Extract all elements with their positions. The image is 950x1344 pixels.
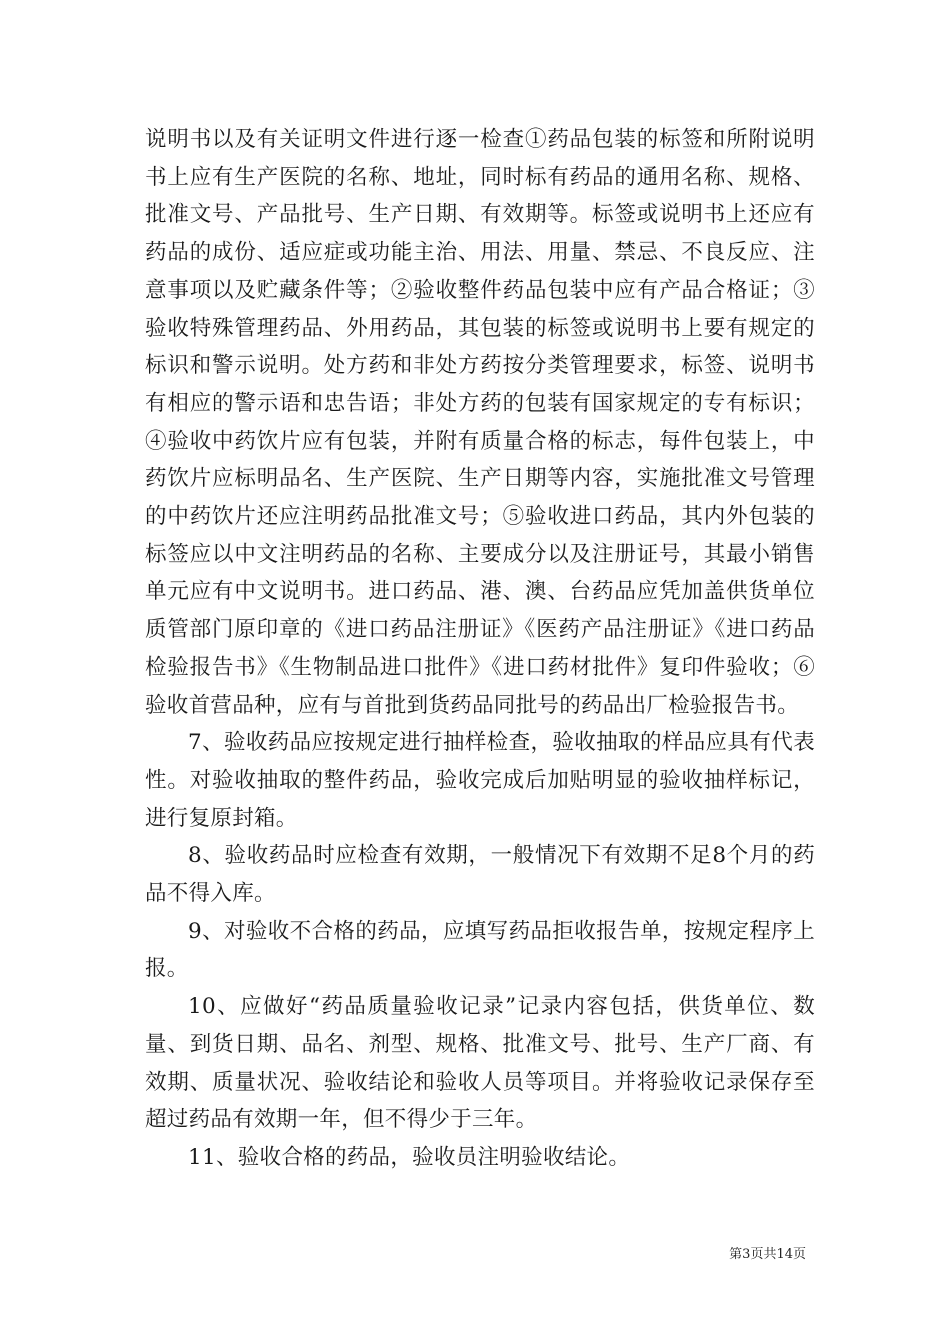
paragraph-item-7: 7、验收药品应按规定进行抽样检查，验收抽取的样品应具有代表性。对验收抽取的整件药品，验收完成后加贴明显的验收抽样标记，进行复原封箱。 — [145, 730, 815, 831]
paragraph-item-9: 9、对验收不合格的药品，应填写药品拒收报告单，按规定程序上报。 — [145, 918, 815, 982]
document-body — [145, 121, 815, 1177]
paragraph-item-11: 11、验收合格的药品，验收员注明验收结论。 — [188, 1144, 631, 1170]
paragraph-item-10: 10、应做好“药品质量验收记录”记录内容包括，供货单位、数量、到货日期、品名、剂型、规格、批准文号、批号、生产厂商、有效期、质量状况、验收结论和验收人员等项目。并将验收记录保存至超过药品有效期一年，但不得少于三年。 — [145, 994, 815, 1133]
paragraph-inspection-continuation: 说明书以及有关证明文件进行逐一检查①药品包装的标签和所附说明书上应有生产医院的名称、地址，同时标有药品的通用名称、规格、批准文号、产品批号、生产日期、有效期等。标签或说明书上还应有药品的成份、适应症或功能主治、用法、用量、禁忌、不良反应、注意事项以及贮藏条件等；②验收整件药品包装中应有产品合格证；③验收特殊管理药品、外用药品，其包装的标签或说明书上要有规定的标识和警示说明。处方药和非处方药按分类管理要求，标签、说明书有相应的警示语和忠告语；非处方药的包装有国家规定的专有标识；④验收中药饮片应有包装，并附有质量合格的标志，每件包装上，中药饮片应标明品名、生产医院、生产日期等内容，实施批准文号管理的中药饮片还应注明药品批准文号；⑤验收进口药品，其内外包装的标签应以中文注明药品的名称、主要成分以及注册证号，其最小销售单元应有中文说明书。进口药品、港、澳、台药品应凭加盖供货单位质管部门原印章的《进口药品注册证》《医药产品注册证》《进口药品检验报告书》《生物制品进口批件》《进口药材批件》复印件验收；⑥验收首营品种，应有与首批到货药品同批号的药品出厂检验报告书。 — [145, 127, 815, 718]
page-number-footer: 第3页共14页 — [729, 1247, 806, 1262]
paragraph-item-8: 8、验收药品时应检查有效期，一般情况下有效期不足8个月的药品不得入库。 — [145, 843, 815, 907]
